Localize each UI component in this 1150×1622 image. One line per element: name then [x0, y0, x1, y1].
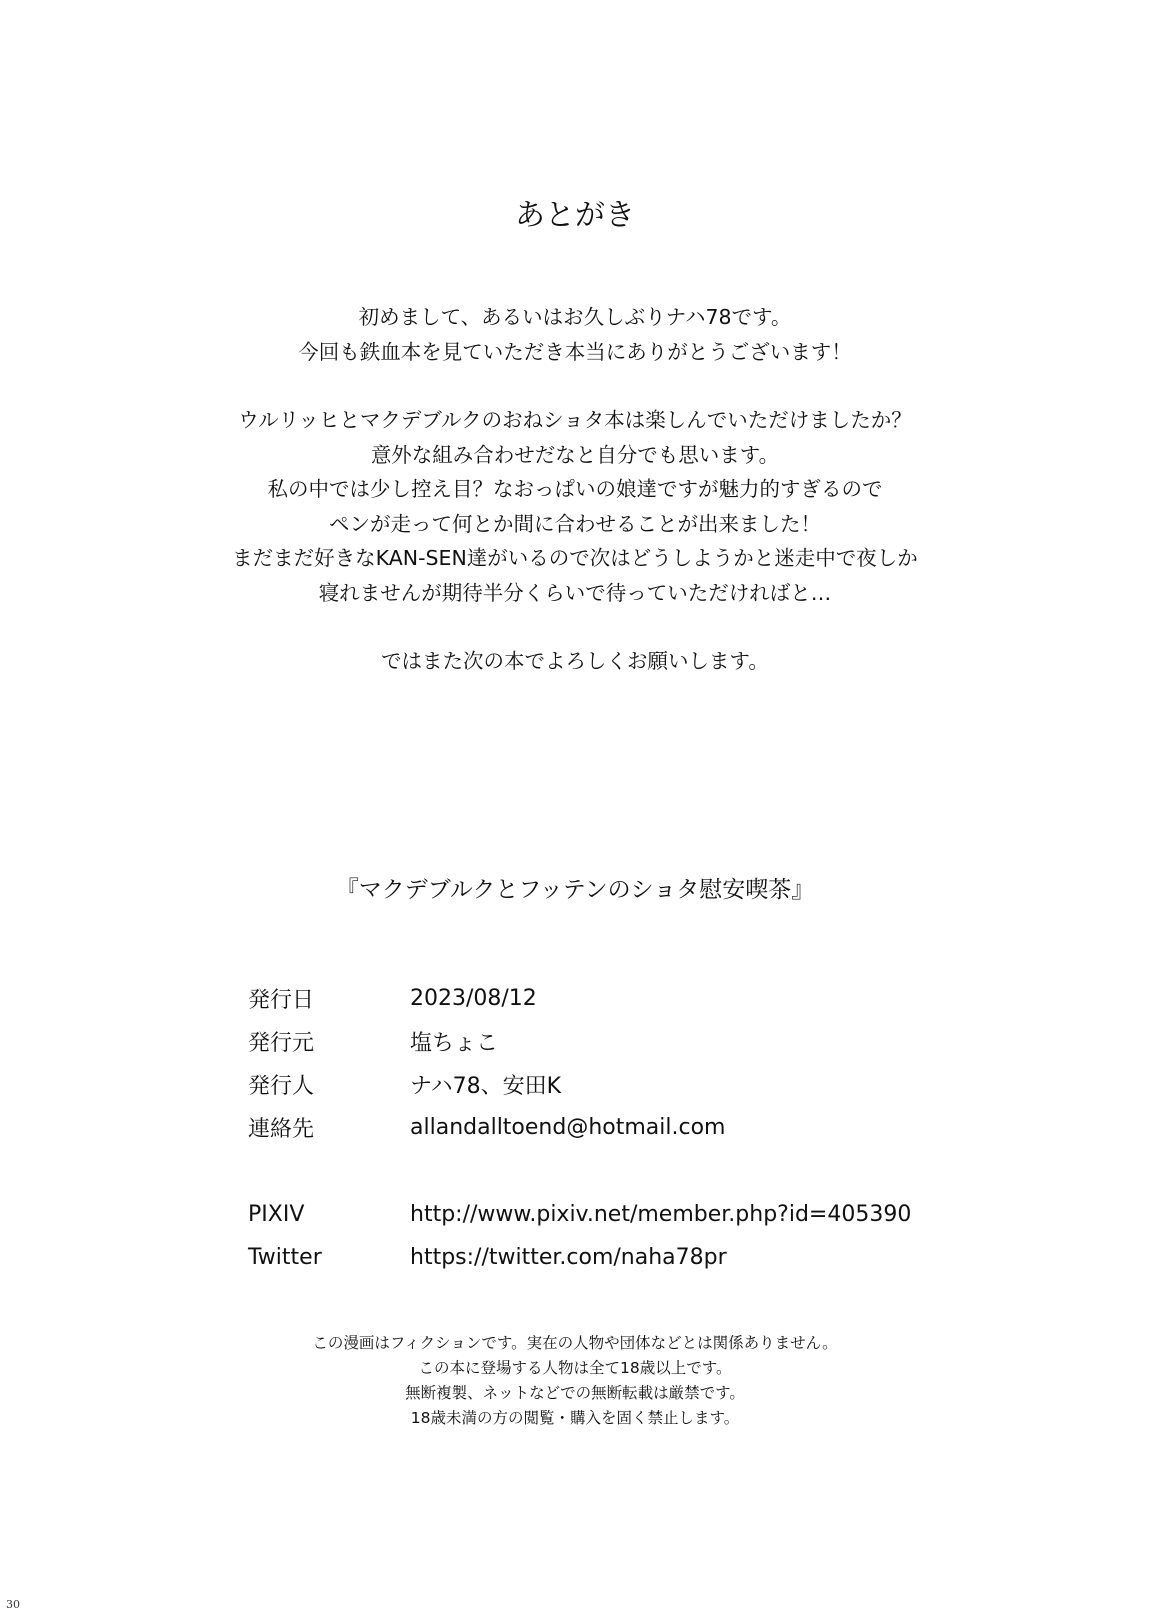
disclaimer — [0, 1331, 1150, 1431]
contact-label: 連絡先 — [248, 1117, 315, 1142]
afterword-line: 初めまして、あるいはお久しぶりナハ78です。 — [358, 305, 792, 329]
afterword-line: まだまだ好きなKAN-SEN達がいるので次はどうしようかと迷走中で夜しか — [232, 546, 918, 570]
twitter-url: https://twitter.com/naha78pr — [410, 1245, 727, 1270]
colophon-row-publisher — [248, 1020, 725, 1063]
afterword-text — [0, 300, 1150, 679]
disclaimer-line: この本に登場する人物は全て18歳以上です。 — [418, 1359, 732, 1377]
afterword-line: 寝れませんが期待半分くらいで待っていただければと… — [318, 580, 832, 605]
colophon-row-issuer — [248, 1063, 725, 1106]
disclaimer-line: 無断複製、ネットなどでの無断転載は厳禁です。 — [405, 1384, 745, 1402]
disclaimer-line: この漫画はフィクションです。実在の人物や団体などとは関係ありません。 — [312, 1334, 838, 1352]
page-number: 30 — [6, 1598, 20, 1611]
book-title: 『マクデブルクとフッテンのショタ慰安喫茶』 — [335, 877, 815, 903]
disclaimer-line: 18歳未満の方の閲覧・購入を固く禁止します。 — [410, 1409, 740, 1427]
afterword-line: ペンが走って何とか間に合わせることが出来ました！ — [329, 511, 821, 536]
afterword-line: 今回も鉄血本を見ていただき本当にありがとうございます！ — [298, 339, 852, 364]
page-heading: あとがき — [515, 198, 635, 233]
afterword-line: ではまた次の本でよろしくお願いします。 — [381, 649, 769, 673]
twitter-label: Twitter — [248, 1245, 322, 1270]
pixiv-url: http://www.pixiv.net/member.php?id=405390 — [410, 1202, 912, 1227]
author-links — [248, 1193, 911, 1279]
publisher-value: 塩ちょこ — [410, 1031, 499, 1056]
contact-email: allandalltoend@hotmail.com — [410, 1115, 726, 1140]
paragraph-gap — [0, 369, 1150, 403]
publish-date-value: 2023/08/12 — [410, 986, 537, 1011]
afterword-line: 私の中では少し控え目？なおっぱいの娘達ですが魅力的すぎるので — [267, 477, 883, 501]
afterword-line: ウルリッヒとマクデブルクのおねショタ本は楽しんでいただけましたか？ — [238, 408, 912, 432]
link-row-twitter — [248, 1236, 911, 1279]
paragraph-gap — [0, 610, 1150, 644]
colophon-row-publish-date — [248, 977, 725, 1020]
issuer-label: 発行人 — [248, 1074, 315, 1099]
publish-date-label: 発行日 — [248, 988, 315, 1013]
issuer-value: ナハ78、安田K — [410, 1074, 562, 1099]
afterword-line: 意外な組み合わせだなと自分でも思います。 — [370, 442, 780, 467]
pixiv-label: PIXIV — [248, 1202, 305, 1227]
colophon-row-contact — [248, 1106, 725, 1149]
colophon — [248, 977, 725, 1149]
publisher-label: 発行元 — [248, 1031, 315, 1056]
link-row-pixiv — [248, 1193, 911, 1236]
